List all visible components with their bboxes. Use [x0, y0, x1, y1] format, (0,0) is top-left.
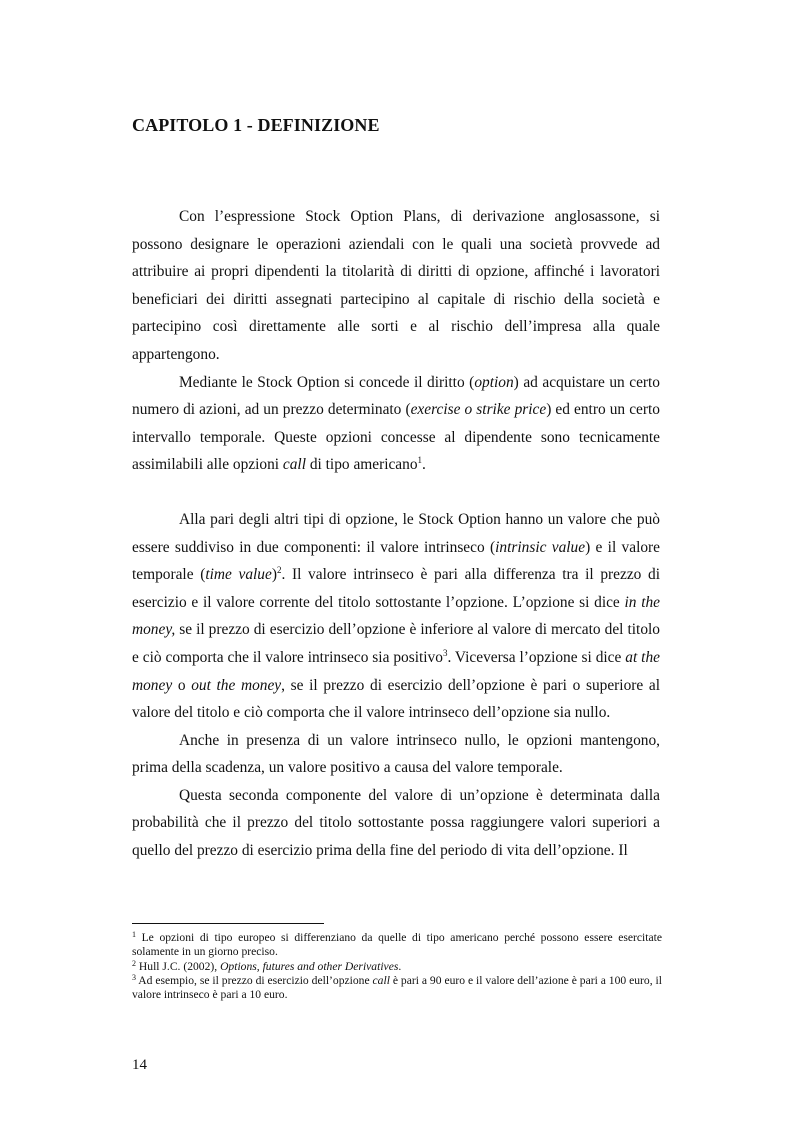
text-run: ) ad acquistare un certo numero di azioni, ad un prezzo determinato ( — [132, 373, 661, 419]
italic-term-strike-price: exercise o strike price — [410, 401, 547, 419]
italic-term-at-the-money: at the money — [132, 648, 660, 694]
italic-term-call: call — [282, 456, 306, 474]
italic-term-in-the-money: in the money, — [132, 593, 661, 639]
footnote-text: è pari a 90 euro e il valore dell’azione è pari a 100 euro, il valore intrinseco è pari a 10 euro. — [132, 973, 662, 1002]
footnote-1 — [132, 931, 662, 960]
paragraph-3 — [132, 506, 660, 727]
text-run: se il prezzo di esercizio dell’opzione è inferiore al valore di mercato del titolo e ciò comporta che il valore intrinseco sia positivo — [132, 621, 660, 666]
footnote-text: . — [398, 959, 402, 973]
italic-term-option: option — [474, 373, 514, 391]
footnote-ref-1[interactable]: 1 — [417, 455, 423, 466]
text-run: . Il valore intrinseco è pari alla differenza tra il prezzo di esercizio e il valore corrente del titolo sottostante l’opzione. L’opzione si dice — [132, 566, 660, 611]
footnote-ref-2[interactable]: 2 — [276, 565, 282, 576]
footnote-text: Le opzioni di tipo europeo si differenziano da quelle di tipo americano perché possono essere esercitate solamente in un giorno preciso. — [132, 931, 662, 959]
text-run: o — [172, 676, 192, 694]
paragraph-2 — [132, 369, 660, 479]
text-run: Mediante le Stock Option si concede il diritto ( — [179, 373, 475, 391]
text-run: Alla pari degli altri tipi di opzione, le Stock Option hanno un valore che può essere suddiviso in due componenti: il valore intrinseco ( — [132, 510, 660, 556]
chapter-title: CAPITOLO 1 - DEFINIZIONE — [132, 115, 380, 135]
footnote-number: 2 — [132, 958, 136, 968]
text-run: , se il prezzo di esercizio dell’opzione è pari o superiore al valore del titolo e ciò comporta che il valore intrinseco dell’opzione sia nullo. — [132, 676, 660, 722]
footnote-number: 1 — [132, 930, 136, 939]
paragraph-1: Con l’espressione Stock Option Plans, di derivazione anglosassone, si possono designare le operazioni aziendali con le quali una società provvede ad attribuire ai propri dipendenti la titolarità di diritti di opzione, affinché i lavoratori beneficiari dei diritti assegnati partecipino al capitale di rischio della società e partecipino così direttamente alle sorti e al rischio dell’impresa alla quale appartengono. — [132, 208, 660, 363]
footnote-italic-call: call — [372, 973, 390, 987]
text-run: ) — [271, 566, 277, 584]
paragraph-5: Questa seconda componente del valore di un’opzione è determinata dalla probabilità che il prezzo del titolo sottostante possa raggiungere valori superiori a quello del prezzo di esercizio prima della fine del periodo di vita dell’opzione. Il — [132, 786, 660, 860]
page-number: 14 — [132, 1057, 147, 1073]
paragraph-4: Anche in presenza di un valore intrinseco nullo, le opzioni mantengono, prima della scadenza, un valore positivo a causa del valore temporale. — [132, 731, 660, 777]
footnote-ref-3[interactable]: 3 — [442, 647, 448, 658]
footnote-divider — [132, 923, 324, 924]
footnote-3 — [132, 974, 662, 1003]
footnote-book-title: Options, futures and other Derivatives — [220, 959, 399, 973]
paragraph-gap — [132, 479, 660, 506]
footnote-text: Hull J.C. (2002), — [136, 959, 221, 973]
footnotes — [132, 923, 662, 1002]
text-run: . — [422, 456, 426, 474]
text-run: ) ed entro un certo intervallo temporale. Queste opzioni concesse al dipendente sono tecnicamente assimilabili alle opzioni — [132, 401, 660, 474]
footnote-2 — [132, 960, 662, 974]
text-run: di tipo americano — [305, 456, 418, 474]
italic-term-time-value: time value — [205, 566, 272, 584]
footnote-text: Ad esempio, se il prezzo di esercizio dell’opzione — [136, 973, 373, 987]
text-run: . Viceversa l’opzione si dice — [447, 648, 626, 666]
text-run: ) e il valore temporale ( — [132, 538, 660, 584]
footnote-number: 3 — [132, 972, 136, 982]
body-text — [132, 203, 660, 865]
italic-term-intrinsic-value: intrinsic value — [495, 538, 586, 556]
italic-term-out-the-money: out the money — [191, 676, 282, 694]
